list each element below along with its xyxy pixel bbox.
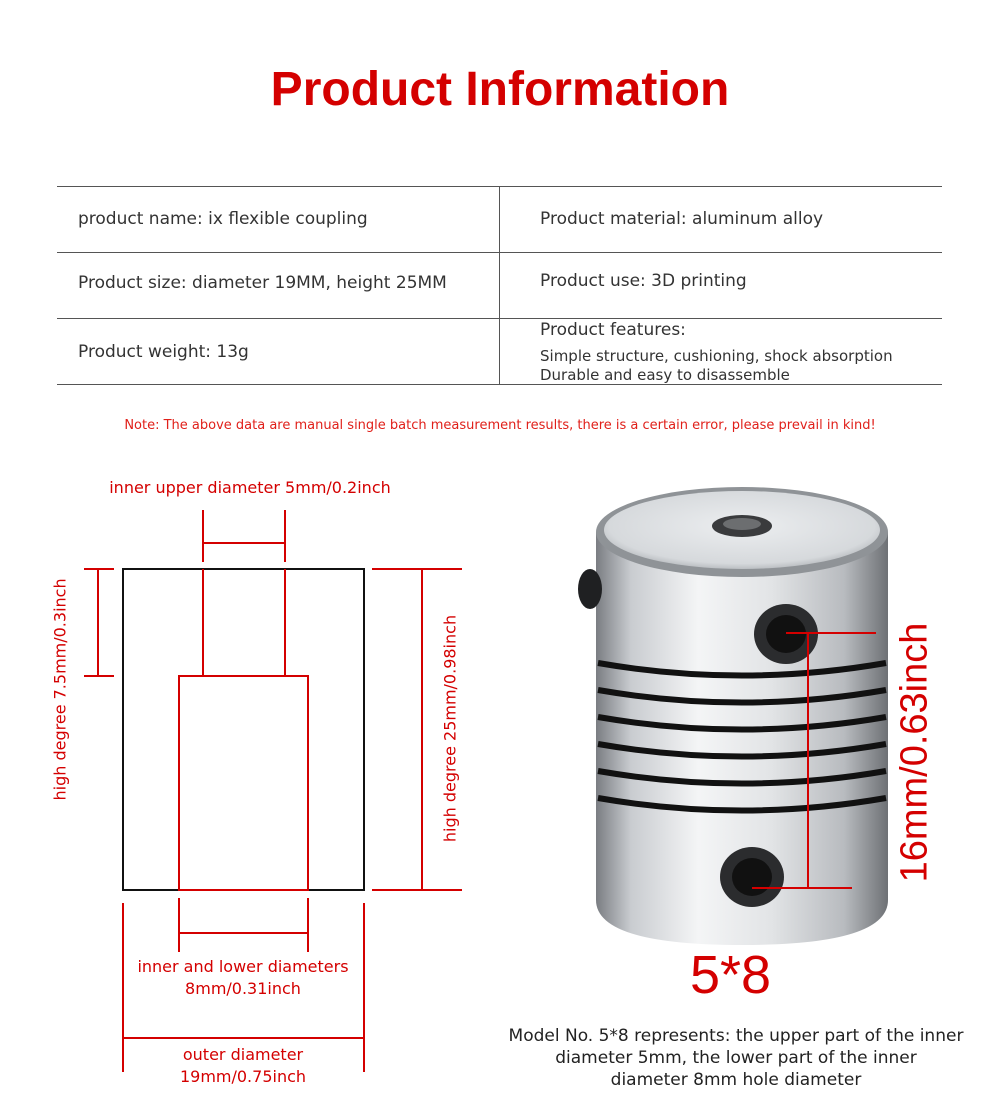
inner-upper-diameter-label: inner upper diameter 5mm/0.2inch <box>109 478 391 497</box>
product-features-line: Durable and easy to disassemble <box>540 366 790 384</box>
outer-diameter-value: 19mm/0.75inch <box>179 1067 307 1086</box>
inner-lower-diameter-value: 8mm/0.31inch <box>185 979 301 998</box>
product-features-label: Product features: <box>540 320 686 340</box>
caption-line: diameter 8mm hole diameter <box>610 1070 862 1090</box>
caption-line: Model No. 5*8 represents: the upper part of the inner <box>508 1026 964 1046</box>
product-features-line: Simple structure, cushioning, shock absorption <box>540 347 893 365</box>
measurement-note: Note: The above data are manual single batch measurement results, there is a certain error, please prevail in kind! <box>124 418 876 433</box>
model-code: 5*8 <box>690 945 772 1005</box>
product-name-cell: product name: ix flexible coupling <box>78 209 368 229</box>
hole-spacing-label: 16mm/0.63inch <box>893 622 936 883</box>
product-material-cell: Product material: aluminum alloy <box>540 209 824 229</box>
bore-hex <box>723 518 761 530</box>
product-use-cell: Product use: 3D printing <box>540 271 747 291</box>
product-size-cell: Product size: diameter 19MM, height 25MM <box>78 273 447 293</box>
set-screw-lower-hex <box>732 858 772 896</box>
set-screw-side <box>578 569 602 609</box>
page-title: Product Information <box>270 63 730 116</box>
model-caption <box>490 1025 982 1091</box>
high-degree-total-label: high degree 25mm/0.98inch <box>440 614 460 843</box>
outer-body-outline <box>123 569 364 890</box>
product-weight-cell: Product weight: 13g <box>78 342 249 362</box>
coupling-photo <box>578 487 888 945</box>
inner-lower-diameter-label: inner and lower diameters <box>137 957 349 976</box>
caption-line: diameter 5mm, the lower part of the inner <box>555 1048 917 1068</box>
high-degree-small-label: high degree 7.5mm/0.3inch <box>50 578 70 801</box>
lower-bore-outline <box>179 676 308 890</box>
outer-diameter-label: outer diameter <box>182 1045 304 1064</box>
